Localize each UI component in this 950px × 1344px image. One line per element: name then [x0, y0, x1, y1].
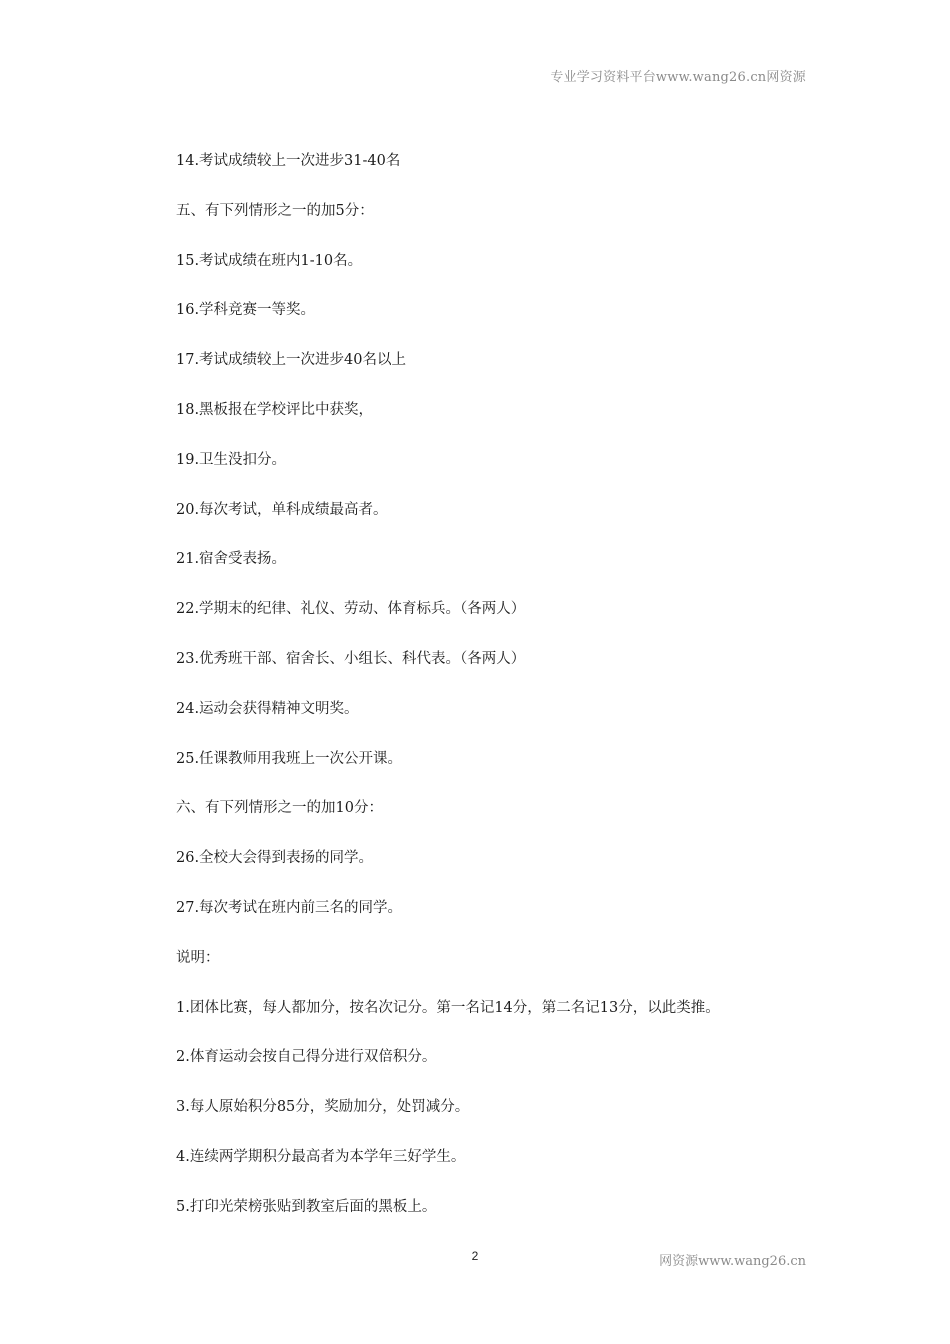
note-item-2: 2.体育运动会按自己得分进行双倍积分。	[176, 1049, 437, 1066]
note-item-3: 3.每人原始积分85分，奖励加分，处罚减分。	[176, 1099, 470, 1116]
line-item-27: 27.每次考试在班内前三名的同学。	[176, 899, 403, 916]
line-item-20: 20.每次考试，单科成绩最高者。	[176, 501, 388, 518]
line-item-19: 19.卫生没扣分。	[176, 451, 287, 468]
document-body	[176, 150, 826, 1246]
page-header: 专业学习资料平台www.wang26.cn网资源	[550, 70, 806, 85]
line-item-26: 26.全校大会得到表扬的同学。	[176, 850, 374, 867]
line-item-23: 23.优秀班干部、宿舍长、小组长、科代表。（各两人）	[176, 650, 526, 667]
page-number: 2	[471, 1249, 479, 1263]
line-item-24: 24.运动会获得精神文明奖。	[176, 700, 359, 717]
line-item-15: 15.考试成绩在班内1-10名。	[176, 252, 363, 269]
line-item-21: 21.宿舍受表扬。	[176, 551, 287, 568]
section-heading-6: 六、有下列情形之一的加10分：	[176, 800, 383, 817]
line-item-25: 25.任课教师用我班上一次公开课。	[176, 750, 403, 767]
section-heading-5: 五、有下列情形之一的加5分：	[176, 202, 374, 219]
line-item-22: 22.学期末的纪律、礼仪、劳动、体育标兵。（各两人）	[176, 601, 526, 618]
line-item-16: 16.学科竞赛一等奖。	[176, 302, 316, 319]
line-item-17: 17.考试成绩较上一次进步40名以上	[176, 352, 407, 369]
note-item-5: 5.打印光荣榜张贴到教室后面的黑板上。	[176, 1198, 437, 1215]
note-item-1: 1.团体比赛，每人都加分，按名次记分。第一名记14分，第二名记13分，以此类推。	[176, 999, 720, 1016]
line-item-14: 14.考试成绩较上一次进步31-40名	[176, 153, 401, 169]
footer-site: 网资源www.wang26.cn	[659, 1254, 806, 1269]
line-item-18: 18.黑板报在学校评比中获奖，	[176, 401, 374, 418]
note-item-4: 4.连续两学期积分最高者为本学年三好学生。	[176, 1148, 466, 1165]
notes-heading: 说明：	[176, 949, 220, 966]
